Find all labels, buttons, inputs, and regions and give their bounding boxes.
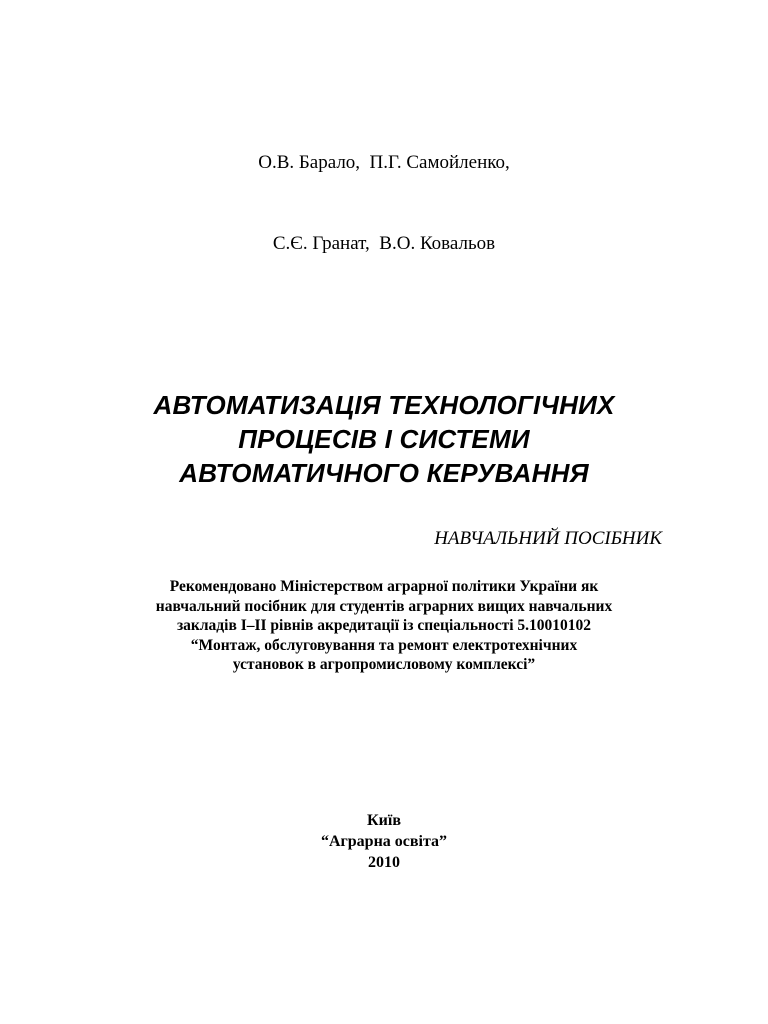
recommendation-line: навчальний посібник для студентів аграрних вищих навчальних xyxy=(155,597,613,615)
book-title-line-3: АВТОМАТИЧНОГО КЕРУВАННЯ xyxy=(179,458,589,488)
book-type-subtitle: НАВЧАЛЬНИЙ ПОСІБНИК xyxy=(434,528,662,549)
imprint-city: Київ xyxy=(367,812,401,829)
authors-line-1: О.В. Барало, П.Г. Самойленко, xyxy=(258,152,510,173)
book-title-line-2: ПРОЦЕСІВ І СИСТЕМИ xyxy=(238,424,530,454)
imprint-block xyxy=(0,810,768,873)
book-title-line-1: АВТОМАТИЗАЦІЯ ТЕХНОЛОГІЧНИХ xyxy=(153,390,615,420)
recommendation-line: установок в агропромисловому комплексі” xyxy=(232,656,536,673)
recommendation-line: закладів І–ІІ рівнів акредитації із спеціальності 5.10010102 xyxy=(176,617,592,634)
recommendation-line: “Монтаж, обслуговування та ремонт електротехнічних xyxy=(190,636,578,654)
imprint-publisher: “Аграрна освіта” xyxy=(320,833,448,850)
recommendation-block xyxy=(0,577,768,675)
imprint-year: 2010 xyxy=(368,854,400,871)
book-title xyxy=(0,388,768,490)
authors-line-2: С.Є. Гранат, В.О. Ковальов xyxy=(272,233,496,254)
authors-block xyxy=(0,95,768,311)
recommendation-line: Рекомендовано Міністерством аграрної політики України як xyxy=(169,578,599,595)
